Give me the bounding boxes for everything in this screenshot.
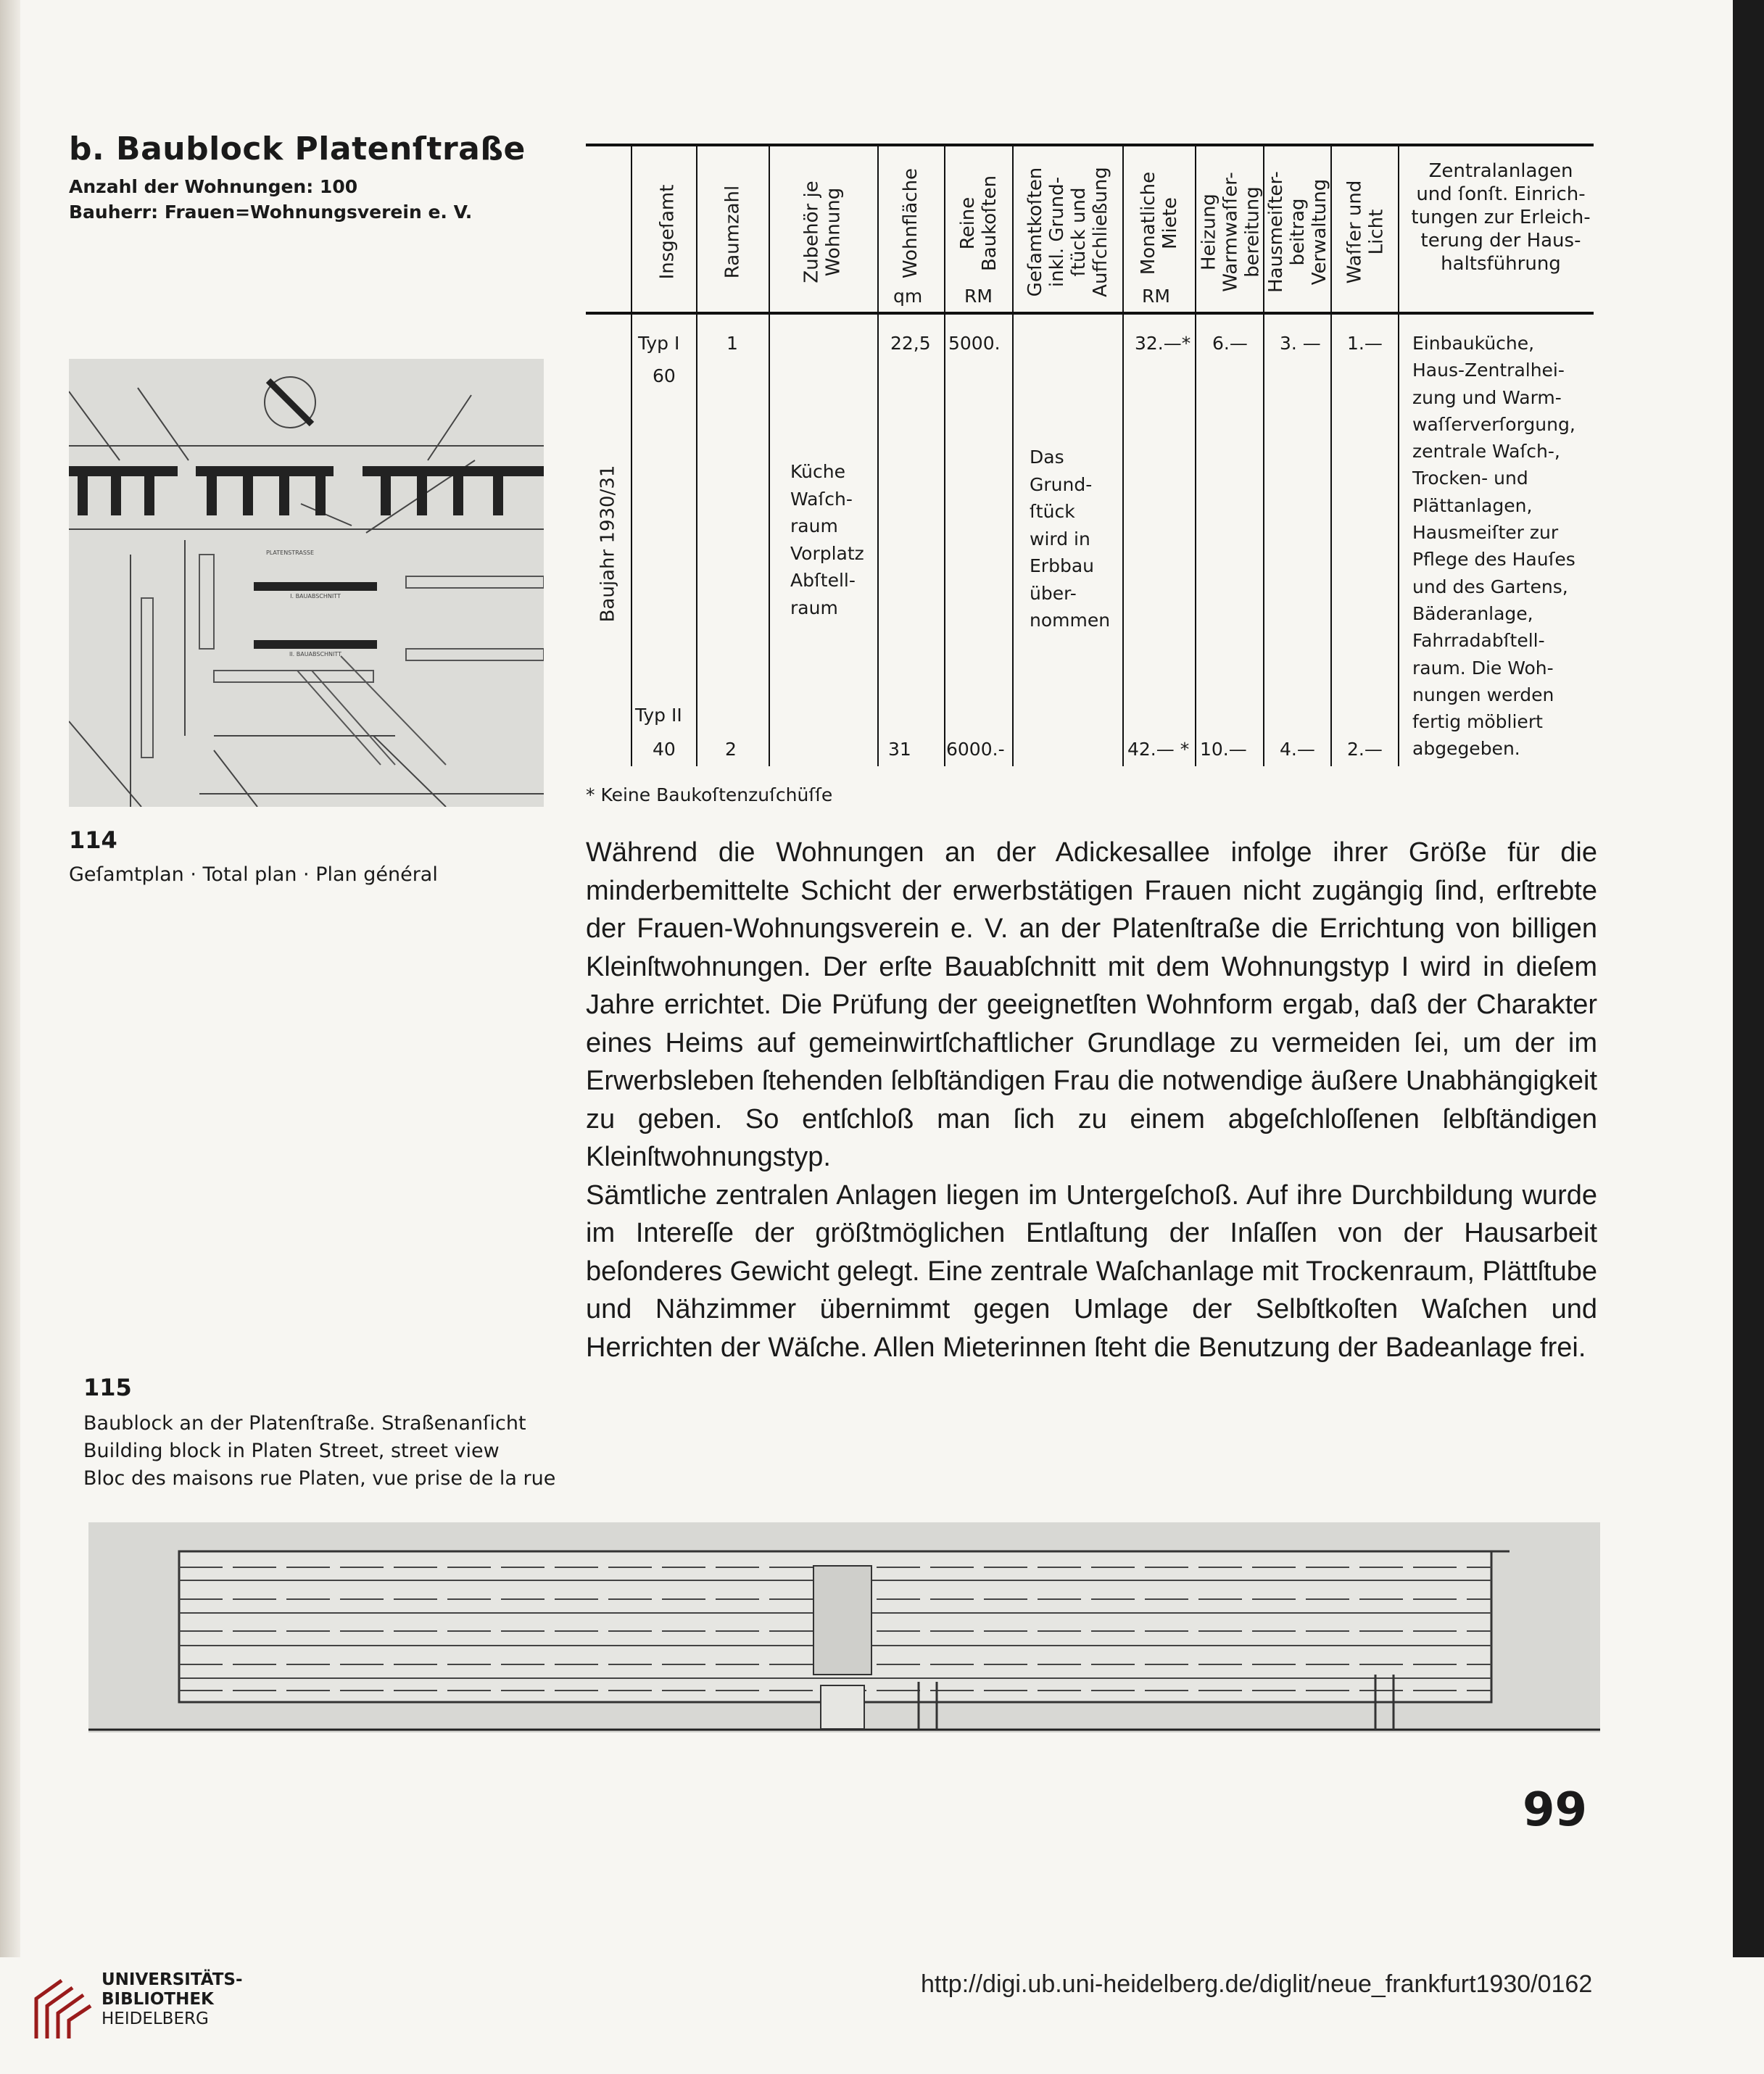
- elevation-drawing: [88, 1522, 1600, 1733]
- table-footnote: * Keine Baukoſtenzuſchüſſe: [586, 784, 833, 805]
- body-paragraph-2: Sämtliche zentralen Anlagen liegen im Untergeſchoß. Auf ihre Durchbildung wurde im Intereſſe der größtmöglichen Entlaſtung der Inſaſſen von der Hausarbeit beſonderes Gewicht gelegt. Eine zentrale Waſchanlage mit Trockenraum, Plättſtube und Nähzimmer übernimmt gegen Umlage der Selbſtkoſten Waſchen und Herrichten der Wäſche. Allen Mieterinnen ſteht die Benutzung der Badeanlage frei.: [586, 1179, 1597, 1363]
- typ2-label: Typ II: [635, 705, 682, 726]
- site-plan-drawing: [69, 359, 544, 807]
- table-header-rule: [586, 312, 1594, 315]
- col-divider: [631, 146, 632, 766]
- builder-name: Bauherr: Frauen=Wohnungsverein e. V.: [69, 202, 473, 223]
- digital-library-footer: [0, 1957, 1764, 2074]
- typ2-heating: 10.—: [1200, 739, 1247, 760]
- typ2-count: 40: [653, 739, 676, 760]
- page-spine: [0, 0, 20, 1957]
- source-url-link[interactable]: http://digi.ub.uni-heidelberg.de/diglit/neue_frankfurt1930/0162: [921, 1970, 1593, 1998]
- figure-115-caption-fr: Bloc des maisons rue Platen, vue prise de la rue: [83, 1467, 556, 1490]
- library-logo-icon: [22, 1973, 94, 2046]
- header-raumzahl: Raumzahl: [721, 185, 744, 279]
- figure-115-number: 115: [83, 1374, 132, 1401]
- wohnflaeche-unit: qm: [893, 286, 923, 307]
- typ2-water: 2.—: [1347, 739, 1383, 760]
- table-top-rule: [586, 144, 1594, 146]
- body-text: [586, 834, 1597, 1366]
- section2-label: II. BAUABSCHNITT: [289, 651, 342, 658]
- typ1-count: 60: [653, 365, 676, 386]
- body-paragraph-1: Während die Wohnungen an der Adickesallee infolge ihrer Größe für die minderbemittelte Schicht der erwerbstätigen Frauen nicht zugängig ſind, erſtrebte der Frauen-Wohnungsverein e. V. an der Platenſtraße die Errichtung von billigen Kleinſtwohnungen. Der erſte Bauabſchnitt mit dem Wohnungstyp I wird in dieſem Jahre errichtet. Die Prüfung der geeignetſten Wohnform ergab, daß der Charakter eines Heims auf gemeinwirtſchaftlicher Grundlage zu vermeiden ſei, um der im Erwerbsleben ſtehenden ſelbſtändigen Frau die notwendige äußere Unabhängigkeit zu geben. So entſchloß man ſich zu einem abgeſchloſſenen ſelbſtändigen Kleinſtwohnungstyp.: [586, 837, 1597, 1172]
- header-insgesamt: Insgeſamt: [656, 184, 678, 280]
- col-divider: [944, 146, 945, 766]
- typ2-cost: 6000.-: [946, 739, 1005, 760]
- header-heizung: Heizung Warmwaſſer- bereitung: [1198, 172, 1264, 292]
- header-zentral: Zentralanlagen und ſonſt. Einrich- tungen zur Erleich- terung der Haus- haltsführung: [1411, 160, 1591, 275]
- figure-114-caption: Geſamtplan · Total plan · Plan général: [69, 863, 438, 886]
- header-hausmeister: Hausmeiſter- beitrag Verwaltung: [1265, 171, 1330, 293]
- typ2-caretaker: 4.—: [1280, 739, 1315, 760]
- col-divider: [877, 146, 879, 766]
- site-plan-image: [69, 359, 544, 807]
- miete-unit: RM: [1142, 286, 1170, 307]
- typ2-rooms: 2: [725, 739, 737, 760]
- typ1-water: 1.—: [1347, 333, 1383, 354]
- logo-line-2: BIBLIOTHEK: [102, 1990, 214, 2009]
- header-wasser: Waſſer und Licht: [1343, 180, 1388, 284]
- figure-115-caption-de: Baublock an der Platenſtraße. Straßenanſicht: [83, 1412, 526, 1435]
- section1-label: I. BAUABSCHNITT: [290, 593, 341, 600]
- typ1-area: 22,5: [890, 333, 931, 354]
- logo-line-3: HEIDELBERG: [102, 2009, 209, 2028]
- typ2-rent: 42.— *: [1127, 739, 1190, 760]
- typ1-rent: 32.—*: [1135, 333, 1191, 354]
- zubehoer-text: Küche Waſch- raum Vorplatz Abſtell- raum: [790, 461, 864, 618]
- typ2-area: 31: [888, 739, 911, 760]
- units-count: Anzahl der Wohnungen: 100: [69, 176, 358, 197]
- col-divider: [696, 146, 697, 766]
- typ1-label: Typ I: [638, 333, 680, 354]
- header-wohnflaeche: Wohnfläche: [900, 167, 922, 278]
- page-number: 99: [1523, 1783, 1588, 1837]
- header-gesamtkosten: Geſamtkoſten inkl. Grund- ſtück und Aufſchließung: [1024, 167, 1111, 297]
- grundstueck-text: Das Grund- ſtück wird in Erbbau über- nommen: [1030, 447, 1111, 631]
- header-miete: Monatliche Miete: [1138, 171, 1182, 275]
- col-divider: [1012, 146, 1014, 766]
- section-heading: b. Baublock Platenſtraße: [69, 130, 526, 167]
- baujahr-label: Baujahr 1930/31: [597, 465, 619, 623]
- col-divider: [769, 146, 770, 766]
- street-label: PLATENSTRASSE: [265, 549, 315, 556]
- typ1-rooms: 1: [726, 333, 738, 354]
- typ1-cost: 5000.: [948, 333, 1001, 354]
- zentral-text: Einbauküche, Haus-Zentralhei- zung und Warm- waſſerverſorgung, zentrale Waſch-, Trocken- und Plättanlagen, Hausmeiſter zur Pflege des Hauſes und des Gartens, Bäderanlage, Fahrradabſtell- raum. Die Woh- nungen werden fertig möbliert abgegeben.: [1412, 333, 1575, 760]
- col-divider: [1330, 146, 1332, 766]
- col-divider: [1398, 146, 1399, 766]
- figure-114-number: 114: [69, 826, 117, 854]
- col-divider: [1122, 146, 1124, 766]
- header-zubehoer: Zubehör je Wohnung: [801, 181, 845, 283]
- logo-line-1: UNIVERSITÄTS-: [102, 1970, 243, 1989]
- baukosten-unit: RM: [964, 286, 993, 307]
- header-baukosten: Reine Baukoſten: [957, 175, 1001, 271]
- figure-115-caption-en: Building block in Platen Street, street view: [83, 1440, 500, 1462]
- street-elevation-image: [88, 1522, 1600, 1733]
- typ1-caretaker: 3. —: [1280, 333, 1321, 354]
- typ1-heating: 6.—: [1212, 333, 1248, 354]
